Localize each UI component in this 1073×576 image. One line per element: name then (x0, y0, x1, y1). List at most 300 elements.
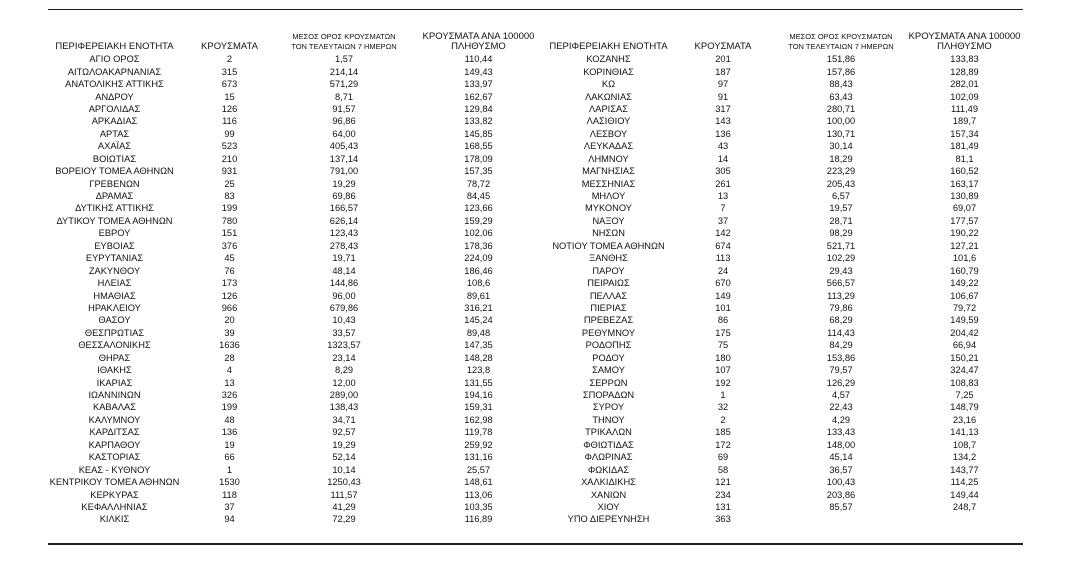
right-avg7-cell: 102,29 (826, 253, 856, 264)
right-avg7-cell: 36,57 (829, 464, 853, 475)
left-cases-cell: 326 (221, 390, 238, 401)
table-row (48, 439, 1023, 451)
right-per100k-cell: 108,7 (952, 439, 977, 450)
left-per100k-cell: 119,78 (464, 427, 493, 438)
right-cases-cell: 75 (717, 340, 729, 351)
left-region-cell: ΚΑΡΔΙΤΣΑΣ (89, 427, 140, 438)
table-row (48, 488, 1023, 500)
header-per100k-right-line1: ΚΡΟΥΣΜΑΤΑ ΑΝΑ 100000 (908, 31, 1021, 42)
right-cases-cell: 172 (715, 439, 731, 450)
right-per100k-cell: 282,01 (950, 79, 979, 90)
left-per100k-cell: 149,43 (464, 66, 493, 77)
left-cases-cell: 76 (224, 265, 235, 276)
right-region-cell: ΡΟΔΟΥ (592, 352, 625, 363)
right-avg7-cell: 4,29 (831, 414, 851, 425)
left-avg7-cell: 10,14 (332, 464, 356, 475)
top-rule (48, 9, 1023, 10)
right-cases-cell: 317 (715, 103, 731, 114)
left-avg7-cell: 19,29 (332, 439, 356, 450)
left-region-cell: ΚΕΑΣ - ΚΥΘΝΟΥ (78, 464, 151, 475)
left-region-cell: ΚΑΣΤΟΡΙΑΣ (88, 452, 141, 463)
left-cases-cell: 99 (224, 128, 235, 139)
right-region-cell: ΚΩ (601, 79, 616, 90)
right-cases-cell: 131 (715, 501, 731, 512)
right-avg7-cell: 126,29 (826, 377, 856, 388)
right-region-cell: ΜΥΚΟΝΟΥ (585, 203, 632, 214)
left-avg7-cell: 8,71 (334, 91, 354, 102)
right-avg7-cell: 100,00 (826, 116, 856, 127)
table-row (48, 476, 1023, 488)
right-avg7-cell: 157,86 (826, 66, 856, 77)
right-region-cell: ΧΙΟΥ (597, 501, 620, 512)
left-cases-cell: 45 (224, 253, 235, 264)
header-region-right: ΠΕΡΙΦΕΡΕΙΑΚΗ ΕΝΟΤΗΤΑ (549, 41, 668, 52)
right-avg7-cell: 88,43 (829, 79, 853, 90)
header-avg-left-line1: ΜΕΣΟΣ ΟΡΟΣ ΚΡΟΥΣΜΑΤΩΝ (292, 32, 396, 41)
right-cases-cell: 234 (715, 489, 731, 500)
left-region-cell: ΙΘΑΚΗΣ (97, 365, 132, 376)
left-region-cell: ΒΟΡΕΙΟΥ ΤΟΜΕΑ ΑΘΗΝΩΝ (55, 166, 174, 177)
left-cases-cell: 19 (224, 439, 235, 450)
right-cases-cell: 1 (720, 390, 726, 401)
left-avg7-cell: 791,00 (329, 166, 359, 177)
right-per100k-cell: 160,79 (950, 265, 979, 276)
table-row (48, 401, 1023, 413)
left-avg7-cell: 10,43 (332, 315, 356, 326)
table-row (48, 264, 1023, 276)
table-row (48, 153, 1023, 165)
table-row (48, 426, 1023, 438)
left-per100k-cell: 178,09 (464, 153, 493, 164)
table-row (48, 327, 1023, 339)
right-region-cell: ΠΕΛΛΑΣ (589, 290, 628, 301)
left-avg7-cell: 111,57 (330, 489, 358, 500)
left-cases-cell: 4 (226, 365, 233, 376)
header-per100k-right (906, 26, 1023, 53)
left-region-cell: ΚΕΝΤΡΙΚΟΥ ΤΟΜΕΑ ΑΘΗΝΩΝ (49, 477, 180, 488)
right-avg7-cell: 130,71 (826, 128, 856, 139)
right-cases-cell: 7 (720, 203, 726, 214)
left-cases-cell: 39 (224, 327, 235, 338)
right-cases-cell: 180 (715, 352, 731, 363)
right-region-cell: ΛΕΥΚΑΔΑΣ (583, 141, 634, 152)
right-region-cell: ΝΟΤΙΟΥ ΤΟΜΕΑ ΑΘΗΝΩΝ (552, 240, 665, 251)
left-avg7-cell: 41,29 (332, 501, 356, 512)
left-cases-cell: 83 (224, 191, 235, 202)
table-row (48, 364, 1023, 376)
left-cases-cell: 126 (221, 290, 238, 301)
left-per100k-cell: 131,55 (464, 377, 493, 388)
left-avg7-cell: 96,86 (332, 116, 356, 127)
right-avg7-cell: 19,57 (829, 203, 853, 214)
left-cases-cell: 151 (221, 228, 238, 239)
table-row (48, 302, 1023, 314)
left-avg7-cell: 92,57 (332, 427, 356, 438)
left-avg7-cell: 144,86 (329, 278, 359, 289)
right-per100k-cell: 324,47 (950, 365, 979, 376)
right-per100k-cell: 7,25 (955, 390, 974, 401)
left-cases-cell: 673 (221, 79, 238, 90)
left-avg7-cell: 19,29 (332, 178, 356, 189)
left-per100k-cell: 178,36 (464, 240, 493, 251)
left-region-cell: ΕΥΒΟΙΑΣ (94, 240, 135, 251)
right-cases-cell: 2 (720, 414, 726, 425)
right-avg7-cell: 280,71 (826, 103, 856, 114)
table-row (48, 202, 1023, 214)
right-region-cell: ΛΑΚΩΝΙΑΣ (585, 91, 632, 102)
left-region-cell: ΙΩΑΝΝΙΝΩΝ (88, 390, 141, 401)
left-avg7-cell: 33,57 (332, 327, 356, 338)
right-region-cell: ΣΕΡΡΩΝ (589, 377, 628, 388)
right-cases-cell: 192 (715, 377, 731, 388)
right-region-cell: ΛΑΡΙΣΑΣ (589, 103, 628, 114)
left-per100k-cell: 25,57 (466, 464, 491, 475)
table-row (48, 389, 1023, 401)
left-avg7-cell: 12,00 (332, 377, 356, 388)
left-avg7-cell: 8,29 (334, 365, 354, 376)
header-region-left: ΠΕΡΙΦΕΡΕΙΑΚΗ ΕΝΟΤΗΤΑ (55, 41, 174, 52)
right-per100k-cell: 23,16 (952, 414, 977, 425)
table-row (48, 215, 1023, 227)
header-per100k-left-line2: ΠΛΗΘΥΣΜΟ (451, 41, 506, 52)
right-per100k-cell: 111,49 (950, 103, 979, 114)
right-avg7-cell: 521,71 (826, 240, 856, 251)
left-region-cell: ΕΒΡΟΥ (98, 228, 131, 239)
right-cases-cell: 69 (717, 452, 729, 463)
right-cases-cell: 136 (715, 128, 731, 139)
left-avg7-cell: 72,29 (332, 514, 356, 525)
left-per100k-cell: 194,16 (464, 390, 493, 401)
right-avg7-cell: 79,86 (829, 302, 853, 313)
left-region-cell: ΑΡΤΑΣ (99, 128, 130, 139)
left-avg7-cell: 138,43 (329, 402, 359, 413)
right-region-cell: ΜΑΓΝΗΣΙΑΣ (582, 166, 635, 177)
right-avg7-cell: 100,43 (826, 477, 856, 488)
right-cases-cell: 14 (717, 153, 729, 164)
right-avg7-cell: 148,00 (826, 439, 856, 450)
left-avg7-cell: 123,43 (329, 228, 359, 239)
right-cases-cell: 261 (715, 178, 731, 189)
left-region-cell: ΔΥΤΙΚΗΣ ΑΤΤΙΚΗΣ (75, 203, 154, 214)
right-avg7-cell: 22,43 (829, 402, 853, 413)
left-per100k-cell: 123,8 (466, 365, 491, 376)
right-avg7-cell: 151,86 (826, 54, 856, 65)
left-per100k-cell: 133,97 (464, 79, 493, 90)
right-per100k-cell: 69,07 (952, 203, 977, 214)
right-cases-cell: 674 (715, 240, 731, 251)
left-per100k-cell: 89,48 (466, 327, 491, 338)
left-region-cell: ΑΓΙΟ ΟΡΟΣ (89, 54, 140, 65)
right-avg7-cell: 114,43 (827, 327, 855, 338)
right-per100k-cell: 149,44 (950, 489, 979, 500)
right-avg7-cell: 18,29 (829, 153, 853, 164)
left-per100k-cell: 103,35 (464, 501, 493, 512)
right-avg7-cell: 29,43 (829, 265, 853, 276)
right-per100k-cell: 66,94 (952, 340, 977, 351)
table-row (48, 53, 1023, 65)
left-region-cell: ΑΡΚΑΔΙΑΣ (91, 116, 138, 127)
left-avg7-cell: 1323,57 (327, 340, 361, 351)
right-avg7-cell: 28,71 (829, 215, 853, 226)
header-per100k-left (410, 26, 547, 53)
left-region-cell: ΘΗΡΑΣ (98, 352, 131, 363)
left-cases-cell: 66 (224, 452, 235, 463)
right-region-cell: ΛΗΜΝΟΥ (588, 153, 629, 164)
table-row (48, 513, 1023, 525)
left-per100k-cell: 145,85 (464, 128, 493, 139)
right-region-cell: ΜΕΣΣΗΝΙΑΣ (581, 178, 636, 189)
right-per100k-cell: 108,83 (950, 377, 979, 388)
table-row (48, 463, 1023, 475)
left-per100k-cell: 224,09 (464, 253, 493, 264)
left-region-cell: ΚΕΦΑΛΛΗΝΙΑΣ (81, 501, 148, 512)
table-row (48, 240, 1023, 252)
table-row (48, 289, 1023, 301)
right-cases-cell: 13 (717, 191, 729, 202)
right-cases-cell: 97 (717, 79, 729, 90)
left-region-cell: ΚΑΒΑΛΑΣ (93, 402, 136, 413)
header-per100k-left-line1: ΚΡΟΥΣΜΑΤΑ ΑΝΑ 100000 (422, 31, 535, 42)
left-cases-cell: 173 (221, 278, 238, 289)
left-region-cell: ΕΥΡΥΤΑΝΙΑΣ (85, 253, 144, 264)
right-cases-cell: 143 (715, 116, 731, 127)
right-per100k-cell: 190,22 (950, 228, 979, 239)
left-per100k-cell: 316,21 (464, 302, 493, 313)
left-avg7-cell: 96,00 (332, 290, 356, 301)
left-per100k-cell: 89,61 (466, 290, 491, 301)
header-avg-right-line1: ΜΕΣΟΣ ΟΡΟΣ ΚΡΟΥΣΜΑΤΩΝ (789, 32, 893, 41)
right-avg7-cell (776, 513, 906, 525)
left-avg7-cell: 52,14 (332, 452, 356, 463)
right-cases-cell: 37 (717, 215, 729, 226)
right-per100k-cell: 177,57 (950, 215, 979, 226)
right-per100k-cell: 248,7 (952, 501, 977, 512)
right-cases-cell: 32 (717, 402, 729, 413)
table-row (48, 414, 1023, 426)
header-cases-right: ΚΡΟΥΣΜΑΤΑ (694, 41, 752, 52)
right-per100k-cell: 204,42 (950, 327, 979, 338)
header-row (48, 26, 1023, 53)
left-per100k-cell: 131,16 (464, 452, 493, 463)
left-per100k-cell: 129,84 (464, 103, 493, 114)
table-row (48, 190, 1023, 202)
right-cases-cell: 185 (715, 427, 731, 438)
table-row (48, 65, 1023, 77)
left-per100k-cell: 168,55 (464, 141, 493, 152)
right-region-cell: ΦΩΚΙΔΑΣ (587, 464, 630, 475)
right-cases-cell: 121 (715, 477, 731, 488)
left-region-cell: ΔΥΤΙΚΟΥ ΤΟΜΕΑ ΑΘΗΝΩΝ (56, 215, 173, 226)
left-per100k-cell: 186,46 (464, 265, 493, 276)
header-avg-right (776, 26, 906, 53)
right-cases-cell: 670 (715, 278, 731, 289)
left-avg7-cell: 278,43 (329, 240, 359, 251)
left-per100k-cell: 113,06 (464, 489, 493, 500)
table-row (48, 140, 1023, 152)
cases-table (48, 26, 1023, 526)
right-region-cell: ΛΕΣΒΟΥ (589, 128, 628, 139)
left-region-cell: ΗΜΑΘΙΑΣ (93, 290, 136, 301)
left-avg7-cell: 166,57 (329, 203, 359, 214)
left-avg7-cell: 64,00 (332, 128, 356, 139)
left-region-cell: ΚΕΡΚΥΡΑΣ (90, 489, 139, 500)
bottom-rule (48, 543, 1023, 545)
left-per100k-cell: 162,67 (464, 91, 493, 102)
table-row (48, 376, 1023, 388)
header-avg-left (278, 26, 410, 53)
right-cases-cell: 91 (717, 91, 729, 102)
left-avg7-cell: 69,86 (332, 191, 356, 202)
left-per100k-cell: 145,24 (464, 315, 493, 326)
right-avg7-cell: 223,29 (826, 166, 856, 177)
left-region-cell: ΘΕΣΠΡΩΤΙΑΣ (84, 327, 145, 338)
left-cases-cell: 37 (224, 501, 235, 512)
left-cases-cell: 28 (224, 352, 235, 363)
right-avg7-cell: 4,57 (831, 390, 851, 401)
left-cases-cell: 25 (224, 178, 235, 189)
right-region-cell: ΤΡΙΚΑΛΩΝ (585, 427, 632, 438)
left-cases-cell: 48 (224, 414, 235, 425)
right-per100k-cell: 134,2 (952, 452, 977, 463)
table-row (48, 115, 1023, 127)
right-per100k-cell (906, 513, 1023, 525)
right-cases-cell: 113 (715, 253, 731, 264)
right-cases-cell: 24 (717, 265, 729, 276)
right-per100k-cell: 81,1 (955, 153, 974, 164)
right-per100k-cell: 150,21 (950, 352, 979, 363)
right-avg7-cell: 153,86 (826, 352, 856, 363)
right-avg7-cell: 68,29 (829, 315, 853, 326)
left-region-cell: ΑΡΓΟΛΙΔΑΣ (88, 103, 141, 114)
right-region-cell: ΣΠΟΡΑΔΩΝ (582, 390, 635, 401)
right-region-cell: ΛΑΣΙΘΙΟΥ (586, 116, 631, 127)
right-per100k-cell: 149,59 (950, 315, 979, 326)
right-avg7-cell: 63,43 (829, 91, 853, 102)
left-per100k-cell: 148,61 (464, 477, 493, 488)
left-per100k-cell: 133,82 (464, 116, 493, 127)
table-row (48, 451, 1023, 463)
left-avg7-cell: 48,14 (332, 265, 356, 276)
right-cases-cell: 201 (715, 54, 731, 65)
left-region-cell: ΚΑΛΥΜΝΟΥ (88, 414, 141, 425)
right-cases-cell: 58 (717, 464, 729, 475)
left-per100k-cell: 110,44 (464, 54, 493, 65)
table-body (48, 53, 1023, 526)
right-per100k-cell: 149,22 (950, 278, 979, 289)
left-per100k-cell: 84,45 (466, 191, 491, 202)
right-per100k-cell: 128,89 (950, 66, 979, 77)
right-cases-cell: 43 (717, 141, 729, 152)
left-region-cell: ΑΧΑΪΑΣ (97, 141, 132, 152)
right-avg7-cell: 6,57 (831, 191, 851, 202)
table-row (48, 501, 1023, 513)
left-per100k-cell: 148,28 (464, 352, 493, 363)
header-per100k-right-line2: ΠΛΗΘΥΣΜΟ (937, 41, 992, 52)
left-per100k-cell: 102,06 (464, 228, 493, 239)
left-cases-cell: 210 (221, 153, 238, 164)
left-per100k-cell: 78,72 (466, 178, 491, 189)
right-cases-cell: 305 (715, 166, 731, 177)
left-avg7-cell: 91,57 (332, 103, 356, 114)
right-avg7-cell: 79,57 (829, 365, 853, 376)
left-cases-cell: 1 (226, 464, 233, 475)
right-avg7-cell: 45,14 (829, 452, 853, 463)
left-region-cell: ΙΚΑΡΙΑΣ (96, 377, 133, 388)
right-avg7-cell: 205,43 (826, 178, 856, 189)
right-cases-cell: 107 (715, 365, 731, 376)
left-region-cell: ΑΝΔΡΟΥ (95, 91, 134, 102)
right-avg7-cell: 566,57 (826, 278, 856, 289)
right-region-cell: ΠΑΡΟΥ (592, 265, 625, 276)
left-avg7-cell: 1,57 (334, 54, 354, 65)
right-per100k-cell: 114,25 (950, 477, 979, 488)
table-row (48, 177, 1023, 189)
header-avg-right-line2: ΤΟΝ ΤΕΛΕΥΤΑΙΩΝ 7 ΗΜΕΡΩΝ (788, 42, 894, 51)
left-cases-cell: 199 (221, 203, 238, 214)
left-per100k-cell: 157,35 (464, 166, 493, 177)
right-avg7-cell: 203,86 (826, 489, 856, 500)
right-per100k-cell: 181,49 (950, 141, 979, 152)
table-row (48, 352, 1023, 364)
right-cases-cell: 149 (715, 290, 731, 301)
right-per100k-cell: 148,79 (950, 402, 979, 413)
right-region-cell: ΜΗΛΟΥ (591, 191, 626, 202)
left-cases-cell: 126 (221, 103, 238, 114)
header-avg-left-line2: ΤΟΝ ΤΕΛΕΥΤΑΙΩΝ 7 ΗΜΕΡΩΝ (291, 42, 397, 51)
right-cases-cell: 175 (715, 327, 731, 338)
right-per100k-cell: 163,17 (950, 178, 979, 189)
right-per100k-cell: 160,52 (950, 166, 979, 177)
right-region-cell: ΝΗΣΩΝ (592, 228, 625, 239)
left-avg7-cell: 1250,43 (327, 477, 361, 488)
table-row (48, 165, 1023, 177)
left-avg7-cell: 214,14 (329, 66, 359, 77)
left-region-cell: ΔΡΑΜΑΣ (95, 191, 134, 202)
left-per100k-cell: 259,92 (464, 439, 493, 450)
left-region-cell: ΗΡΑΚΛΕΙΟΥ (88, 302, 141, 313)
left-per100k-cell: 147,35 (464, 340, 493, 351)
table-row (48, 252, 1023, 264)
left-per100k-cell: 159,31 (464, 402, 493, 413)
right-region-cell: ΚΟΡΙΝΘΙΑΣ (583, 66, 634, 77)
left-region-cell: ΖΑΚΥΝΘΟΥ (88, 265, 141, 276)
table-row (48, 314, 1023, 326)
right-cases-cell: 142 (715, 228, 731, 239)
left-avg7-cell: 679,86 (329, 302, 359, 313)
left-cases-cell: 780 (221, 215, 238, 226)
left-region-cell: ΘΑΣΟΥ (98, 315, 131, 326)
right-per100k-cell: 133,83 (950, 54, 979, 65)
right-region-cell: ΣΥΡΟΥ (592, 402, 625, 413)
right-per100k-cell: 157,34 (950, 128, 979, 139)
right-region-cell: ΦΘΙΩΤΙΔΑΣ (583, 439, 634, 450)
left-cases-cell: 136 (221, 427, 238, 438)
right-region-cell: ΝΑΞΟΥ (592, 215, 625, 226)
left-cases-cell: 1530 (219, 477, 240, 488)
right-region-cell: ΥΠΟ ΔΙΕΡΕΥΝΗΣΗ (567, 514, 650, 525)
right-region-cell: ΠΕΙΡΑΙΩΣ (587, 278, 630, 289)
left-region-cell: ΘΕΣΣΑΛΟΝΙΚΗΣ (78, 340, 151, 351)
left-cases-cell: 2 (226, 54, 233, 65)
right-region-cell: ΞΑΝΘΗΣ (589, 253, 628, 264)
left-region-cell: ΗΛΕΙΑΣ (97, 278, 132, 289)
left-cases-cell: 13 (224, 377, 235, 388)
right-avg7-cell: 30,14 (829, 141, 853, 152)
left-per100k-cell: 116,89 (464, 514, 493, 525)
right-cases-cell: 187 (715, 66, 731, 77)
right-per100k-cell: 189,7 (952, 116, 977, 127)
right-per100k-cell: 79,72 (952, 302, 977, 313)
